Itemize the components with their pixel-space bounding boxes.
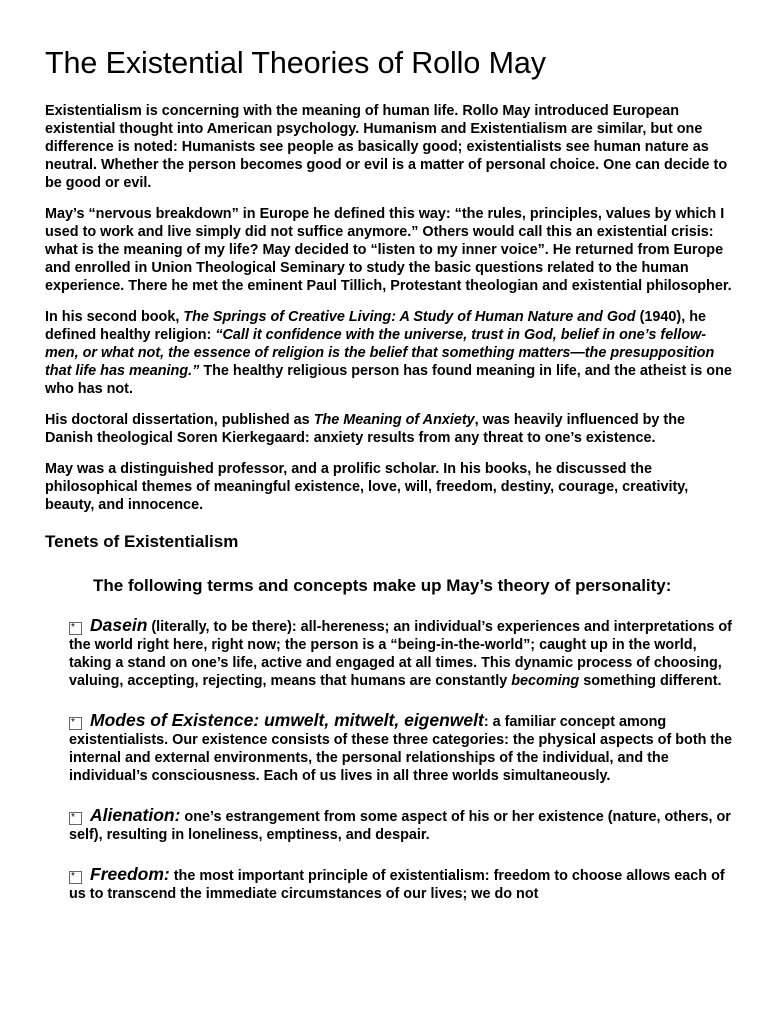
term-modes-of-existence bbox=[69, 711, 735, 785]
bullet-box-icon: * bbox=[69, 871, 82, 884]
paragraph-text: (1940), he defined healthy religion: bbox=[45, 309, 706, 343]
paragraph-professor: May was a distinguished professor, and a prolific scholar. In his books, he discussed the philosophical themes of meaningful existence, love, will, freedom, destiny, courage, creativity, beauty, and innocence. bbox=[45, 461, 689, 513]
section-intro: The following terms and concepts make up May’s theory of personality: bbox=[93, 576, 672, 595]
term-emphasis: becoming bbox=[511, 673, 580, 689]
document-title: The Existential Theories of Rollo May bbox=[45, 46, 546, 80]
paragraph-text: , was heavily influenced by the Danish theological Soren Kierkegaard: anxiety results from any threat to one’s existence. bbox=[45, 412, 686, 446]
term-name: Dasein bbox=[90, 615, 148, 635]
paragraph-dissertation bbox=[45, 411, 735, 447]
bullet-box-icon: * bbox=[69, 812, 82, 825]
term-definition: something different. bbox=[579, 673, 722, 689]
term-dasein bbox=[69, 616, 735, 690]
term-definition: (literally, to be there): all-hereness; an individual’s experiences and interpretations of the world right here, right now; the person is a “being-in-the-world”; caught up in the world, taking a stand on one’s life, active and engaged at all times. This dynamic process of choosing, valuing, accepting, rejecting, means that humans are constantly bbox=[69, 619, 732, 689]
paragraph-text: His doctoral dissertation, published as bbox=[45, 412, 314, 428]
term-alienation bbox=[69, 806, 735, 844]
term-name: Freedom: bbox=[90, 864, 170, 884]
paragraph-text: In his second book, bbox=[45, 309, 184, 325]
term-definition: the most important principle of existentialism: freedom to choose allows each of us to transcend the immediate circumstances of our lives; we do not bbox=[69, 868, 725, 902]
term-name: Alienation: bbox=[90, 805, 181, 825]
paragraph-healthy-religion bbox=[45, 308, 735, 398]
book-title-anxiety: The Meaning of Anxiety bbox=[313, 412, 475, 428]
term-name: Modes of Existence: umwelt, mitwelt, eigenwelt bbox=[90, 710, 484, 730]
section-heading: Tenets of Existentialism bbox=[45, 532, 239, 551]
term-definition: : a familiar concept among existentialists. Our existence consists of these three categories: the physical aspects of both the internal and external environments, the personal relationships of the individual, and the individual’s consciousness. Each of us lives in all three worlds simultaneously. bbox=[69, 714, 732, 784]
book-title-springs: The Springs of Creative Living: A Study of Human Nature and God bbox=[183, 309, 636, 325]
religion-quote: “Call it confidence with the universe, trust in God, belief in one’s fellow-men, or what not, the essence of religion is the belief that something matters—the presupposition that life has meaning.” bbox=[45, 327, 715, 379]
bullet-box-icon: * bbox=[69, 717, 82, 730]
paragraph-nervous-breakdown: May’s “nervous breakdown” in Europe he defined this way: “the rules, principles, values by which I used to work and live simply did not suffice anymore.” Others would call this an existential crisis: what is the meaning of my life? May decided to “listen to my inner voice”. He returned from Europe and enrolled in Union Theological Seminary to study the basic questions related to the human experience. There he met the eminent Paul Tillich, Protestant theologian and existential philosopher. bbox=[45, 206, 732, 294]
bullet-box-icon: * bbox=[69, 622, 82, 635]
paragraph-existentialism: Existentialism is concerning with the meaning of human life. Rollo May introduced European existential thought into American psychology. Humanism and Existentialism are similar, but one difference is noted: Humanists see people as basically good; existentialists see human nature as neutral. Whether the person becomes good or evil is a matter of personal choice. One can decide to be good or evil. bbox=[45, 103, 728, 191]
document-body bbox=[45, 102, 735, 903]
term-definition: one’s estrangement from some aspect of his or her existence (nature, others, or self), resulting in loneliness, emptiness, and despair. bbox=[69, 809, 731, 843]
term-freedom bbox=[69, 865, 735, 903]
paragraph-text: The healthy religious person has found meaning in life, and the atheist is one who has not. bbox=[45, 363, 732, 397]
